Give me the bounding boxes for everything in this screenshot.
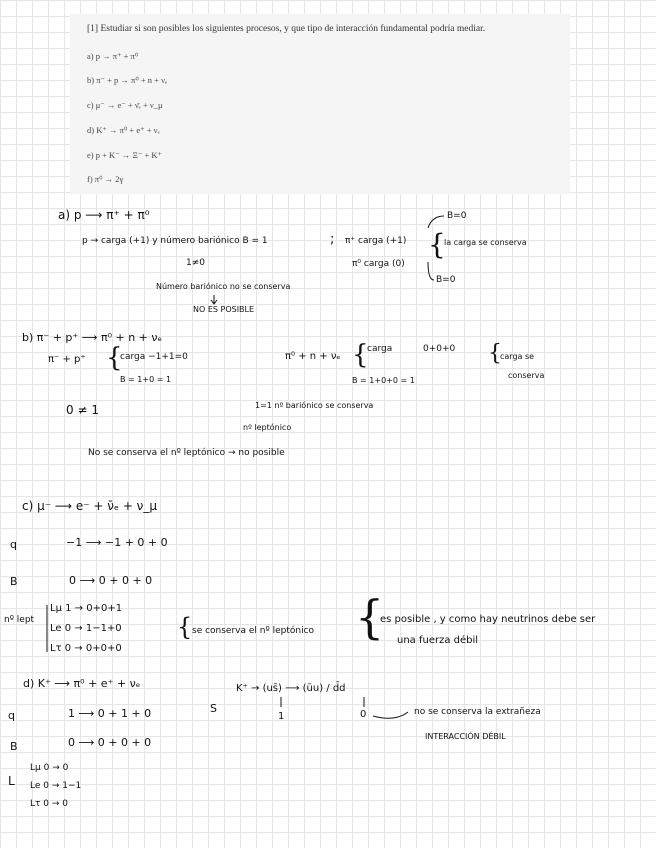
part-b-conclusion: No se conserva el nº leptónico → no posible — [88, 448, 285, 458]
part-d-s-one: 1 — [278, 711, 285, 722]
part-b-leptonic: nº leptónico — [243, 423, 292, 432]
part-b-left-b: B = 1+0 = 1 — [120, 375, 172, 384]
part-a-pi-plus: π⁺ carga (+1) — [345, 236, 407, 246]
part-b-left-charge: carga −1+1=0 — [120, 352, 188, 362]
part-b-right-group: π⁰ + n + νₑ — [285, 351, 341, 362]
part-a-brace: { — [428, 228, 446, 261]
part-d-s-zero: 0 — [360, 709, 367, 720]
problem-item-c: c) μ⁻ → e⁻ + ν̄ₑ + ν_μ — [87, 100, 163, 110]
part-b-third-brace: { — [488, 341, 502, 366]
problem-item-b: b) π⁻ + p → π⁰ + n + νₑ — [87, 75, 168, 85]
part-b-baryon-conserved: 1=1 nº bariónico se conserva — [255, 401, 374, 410]
part-a-semicolon: ; — [330, 232, 335, 247]
part-c-l-e: Le 0 → 1−1+0 — [50, 623, 122, 634]
part-d-q-label: q — [8, 709, 15, 722]
part-a-arrow-up — [428, 216, 444, 228]
part-d-l-row1: Lμ 0 → 0 — [30, 763, 69, 773]
part-d-quark-line: K⁺ → (us̄) ⟶ (ūu) / d̄d — [236, 683, 346, 694]
part-a-neq: 1≠0 — [186, 258, 205, 268]
part-a-heading: a) p ⟶ π⁺ + π⁰ — [58, 208, 150, 222]
part-a-proton-line: p → carga (+1) y número bariónico B = 1 — [82, 236, 268, 246]
part-a-pi-zero: π⁰ carga (0) — [352, 259, 405, 269]
part-a-charge-note: la carga se conserva — [444, 238, 527, 247]
part-d-s-label: S — [210, 702, 217, 715]
part-b-conserva: conserva — [508, 371, 545, 380]
part-d-l-row2: Le 0 → 1−1 — [30, 781, 82, 791]
part-a-not-conserved: Número bariónico no se conserva — [156, 282, 291, 291]
part-d-interaction: INTERACCIÓN DÉBIL — [425, 732, 506, 741]
part-b-left-pair: π⁻ + p⁺ — [48, 354, 86, 365]
part-c-l-mu: Lμ 1 → 0+0+1 — [50, 603, 123, 614]
part-a-b0-top: B=0 — [447, 211, 467, 221]
part-b-right-charge-value: 0+0+0 — [423, 344, 456, 354]
part-d-heading: d) K⁺ ⟶ π⁰ + e⁺ + νₑ — [23, 677, 141, 690]
part-c-possible-1: es posible , y como hay neutrinos debe ser — [380, 614, 596, 625]
problem-item-f: f) π⁰ → 2γ — [87, 174, 124, 184]
problem-item-e: e) p + K⁻ → Ξ⁻ + K⁺ — [87, 150, 163, 160]
part-c-q-row: −1 ⟶ −1 + 0 + 0 — [66, 536, 168, 549]
part-c-lept-brace: { — [177, 613, 193, 641]
part-b-zero-neq: 0 ≠ 1 — [66, 403, 99, 417]
part-c-l-tau: Lτ 0 → 0+0+0 — [50, 643, 122, 654]
part-d-b-label: B — [10, 740, 18, 753]
part-b-left-brace: { — [106, 343, 123, 373]
problem-item-a: a) p → π⁺ + π⁰ — [87, 51, 139, 61]
problem-title: [1] Estudiar si son posibles los siguientes procesos, y que tipo de interacción fundamental podría mediar. — [87, 24, 486, 34]
part-c-q-label: q — [10, 538, 17, 551]
part-c-lept-label: nº lept — [4, 615, 35, 625]
part-c-big-brace: { — [355, 590, 385, 644]
part-d-q-row: 1 ⟶ 0 + 1 + 0 — [68, 707, 152, 720]
part-b-right-b: B = 1+0+0 = 1 — [352, 376, 415, 385]
part-c-possible-2: una fuerza débil — [397, 635, 479, 646]
part-b-right-brace: { — [352, 340, 369, 370]
part-a-b0-bottom: B=0 — [436, 275, 456, 285]
part-b-heading: b) π⁻ + p⁺ ⟶ π⁰ + n + νₑ — [22, 331, 163, 344]
part-d-arrow-note — [373, 712, 408, 718]
part-d-s-note: no se conserva la extrañeza — [414, 707, 541, 717]
part-c-b-label: B — [10, 575, 18, 588]
part-a-not-possible: NO ES POSIBLE — [193, 305, 255, 314]
part-d-l-row3: Lτ 0 → 0 — [30, 799, 69, 809]
part-a-arrow-down — [428, 262, 434, 280]
part-d-b-row: 0 ⟶ 0 + 0 + 0 — [68, 736, 152, 749]
problem-item-d: d) K⁺ → π⁰ + e⁺ + νₑ — [87, 125, 160, 135]
part-a-small-arrow — [211, 295, 217, 304]
part-b-right-charge-label: carga — [367, 344, 393, 354]
part-b-carga-se: carga se — [500, 352, 535, 361]
part-c-lept-note: se conserva el nº leptónico — [192, 626, 315, 636]
part-c-heading: c) μ⁻ ⟶ e⁻ + ν̄ₑ + ν_μ — [22, 499, 158, 513]
part-c-b-row: 0 ⟶ 0 + 0 + 0 — [69, 574, 153, 587]
part-d-l-label: L — [8, 774, 15, 788]
